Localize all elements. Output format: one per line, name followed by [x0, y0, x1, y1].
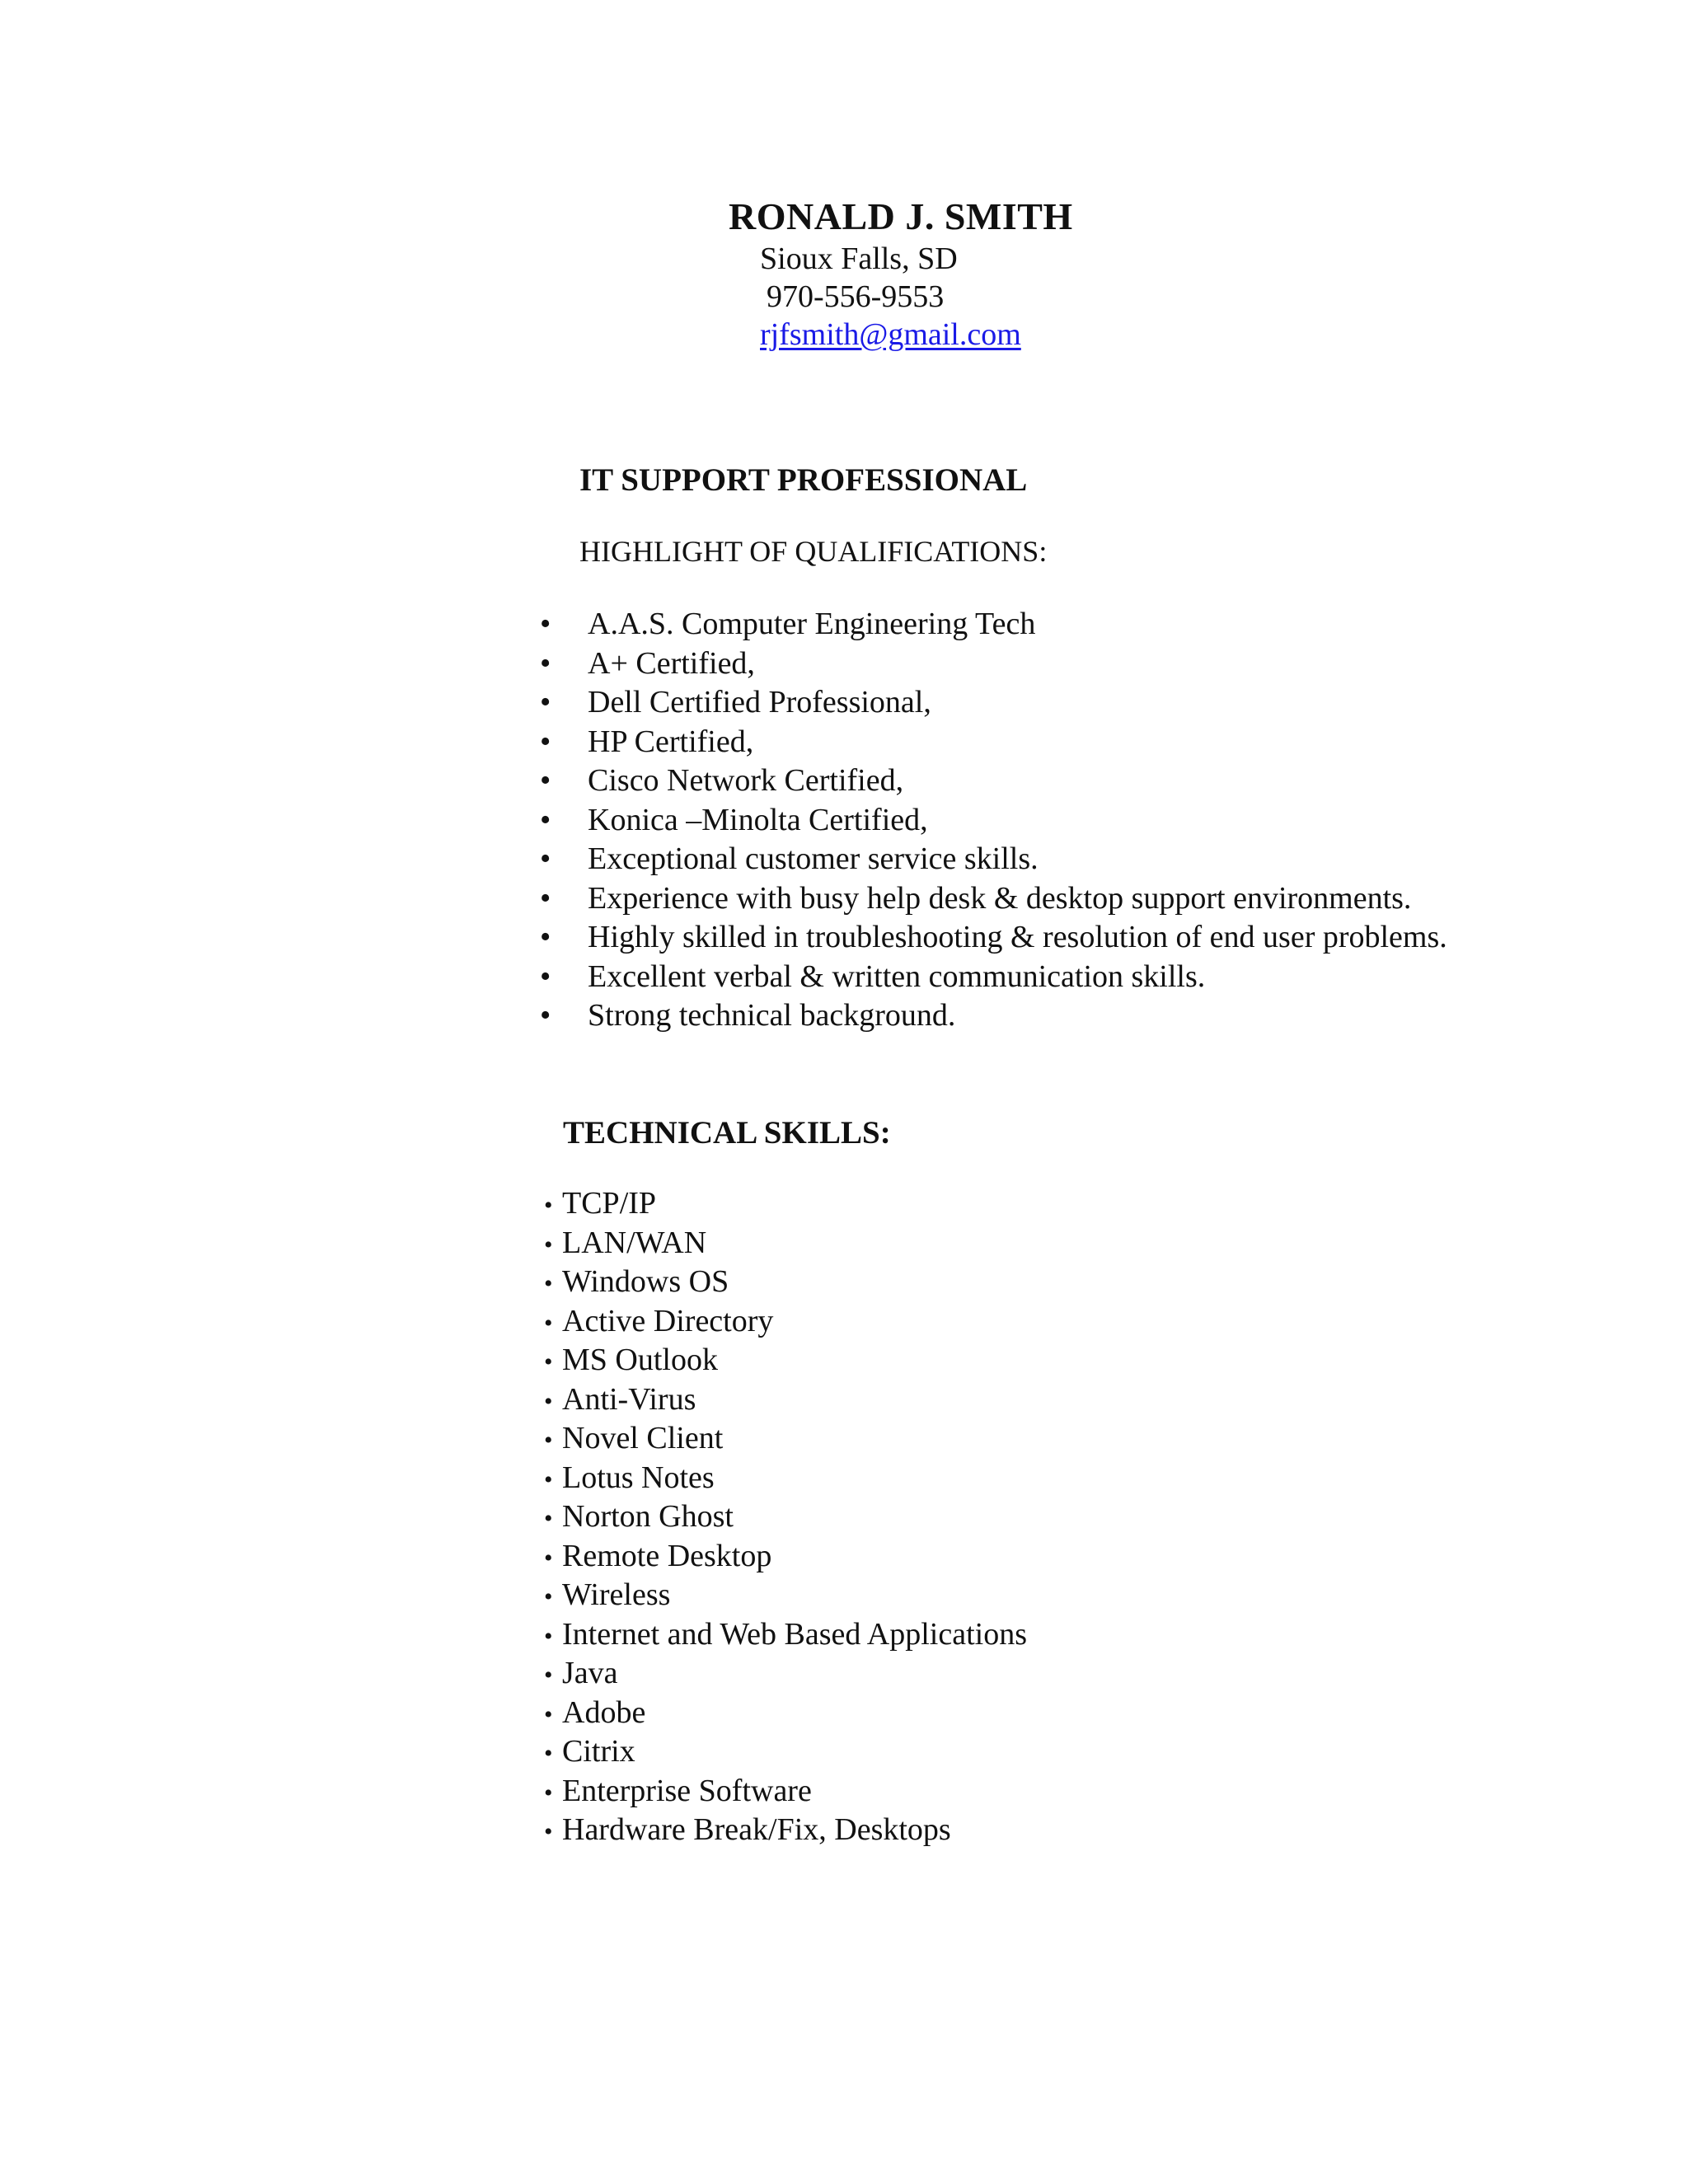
bullet-icon: • — [544, 1465, 553, 1493]
list-item — [544, 1616, 1027, 1656]
list-item — [544, 1342, 1027, 1381]
skill-text: Java — [562, 1656, 618, 1690]
bullet-icon: • — [544, 1230, 553, 1258]
skill-text: MS Outlook — [562, 1343, 718, 1377]
list-item — [0, 762, 1503, 801]
list-item — [0, 958, 1503, 997]
bullet-icon: • — [544, 1622, 553, 1650]
bullet-icon: • — [544, 1427, 553, 1454]
bullet-icon: • — [544, 1779, 553, 1807]
list-item — [0, 801, 1503, 841]
phone-text: 970-556-9553 — [767, 279, 945, 314]
bullet-icon: • — [540, 607, 551, 641]
skill-text: Hardware Break/Fix, Desktops — [562, 1812, 951, 1847]
professional-headline: IT SUPPORT PROFESSIONAL — [579, 462, 1028, 498]
list-item — [544, 1185, 1027, 1225]
bullet-icon: • — [544, 1700, 553, 1728]
bullet-icon: • — [540, 920, 551, 954]
bullet-icon: • — [540, 724, 551, 759]
skill-text: Remote Desktop — [562, 1538, 772, 1573]
bullet-icon: • — [544, 1740, 553, 1767]
skill-text: Anti-Virus — [562, 1381, 696, 1417]
bullet-icon: • — [544, 1192, 553, 1219]
bullet-icon: • — [540, 685, 551, 719]
bullet-icon: • — [540, 958, 551, 994]
qualification-text: A+ Certified, — [588, 645, 755, 681]
bullet-icon: • — [540, 841, 551, 876]
list-item — [544, 1381, 1027, 1421]
technical-skills-list — [544, 1185, 1027, 1851]
list-item — [544, 1303, 1027, 1343]
qualification-text: Excellent verbal & written communication skills. — [588, 958, 1206, 994]
skill-text: Enterprise Software — [562, 1773, 812, 1808]
skill-text: Internet and Web Based Applications — [562, 1616, 1027, 1652]
list-item — [544, 1460, 1027, 1499]
qualifications-heading: HIGHLIGHT OF QUALIFICATIONS: — [579, 535, 1048, 568]
bullet-icon: • — [544, 1270, 553, 1297]
list-item — [544, 1811, 1027, 1851]
qualification-text: Konica –Minolta Certified, — [588, 802, 928, 837]
list-item — [0, 996, 1503, 1036]
list-item — [0, 683, 1503, 723]
qualification-text: HP Certified, — [588, 724, 754, 759]
skill-text: Wireless — [562, 1577, 671, 1612]
qualification-text: Exceptional customer service skills. — [588, 841, 1039, 876]
skill-text: Windows OS — [562, 1264, 729, 1299]
bullet-icon: • — [544, 1818, 553, 1845]
bullet-icon: • — [544, 1661, 553, 1689]
qualification-text: Cisco Network Certified, — [588, 763, 904, 798]
list-item — [0, 879, 1503, 919]
bullet-icon: • — [540, 998, 551, 1033]
skill-text: Lotus Notes — [562, 1460, 715, 1495]
qualification-text: Highly skilled in troubleshooting & resolution of end user problems. — [588, 920, 1447, 954]
list-item — [0, 605, 1503, 644]
skill-text: Norton Ghost — [562, 1499, 734, 1534]
bullet-icon: • — [540, 763, 551, 798]
list-item — [544, 1263, 1027, 1303]
bullet-icon: • — [544, 1348, 553, 1376]
list-item — [544, 1420, 1027, 1460]
bullet-icon: • — [544, 1505, 553, 1532]
skill-text: LAN/WAN — [562, 1225, 707, 1260]
bullet-icon: • — [544, 1387, 553, 1415]
list-item — [0, 918, 1503, 958]
skill-text: Active Directory — [562, 1303, 774, 1338]
list-item — [544, 1694, 1027, 1734]
qualification-text: Strong technical background. — [588, 998, 956, 1033]
list-item — [544, 1577, 1027, 1616]
skill-text: TCP/IP — [562, 1186, 657, 1221]
bullet-icon: • — [544, 1583, 553, 1610]
candidate-name: RONALD J. SMITH — [729, 195, 1073, 237]
bullet-icon: • — [544, 1309, 553, 1337]
list-item — [544, 1225, 1027, 1264]
list-item — [0, 723, 1503, 762]
list-item — [544, 1498, 1027, 1538]
location-text: Sioux Falls, SD — [760, 241, 958, 276]
list-item — [0, 840, 1503, 879]
list-item — [544, 1538, 1027, 1577]
bullet-icon: • — [544, 1544, 553, 1572]
skill-text: Novel Client — [562, 1421, 724, 1455]
list-item — [544, 1773, 1027, 1812]
technical-skills-heading: TECHNICAL SKILLS: — [563, 1115, 891, 1151]
qualification-text: Experience with busy help desk & desktop support environments. — [588, 880, 1412, 916]
bullet-icon: • — [540, 802, 551, 837]
list-item — [544, 1655, 1027, 1694]
email-link[interactable]: rjfsmith@gmail.com — [760, 317, 1021, 352]
qualification-text: A.A.S. Computer Engineering Tech — [588, 607, 1036, 641]
bullet-icon: • — [540, 645, 551, 681]
bullet-icon: • — [540, 880, 551, 916]
qualification-text: Dell Certified Professional, — [588, 685, 931, 719]
list-item — [544, 1733, 1027, 1773]
list-item — [0, 644, 1503, 684]
qualifications-list — [0, 605, 1503, 1036]
skill-text: Adobe — [562, 1694, 646, 1730]
skill-text: Citrix — [562, 1734, 635, 1769]
